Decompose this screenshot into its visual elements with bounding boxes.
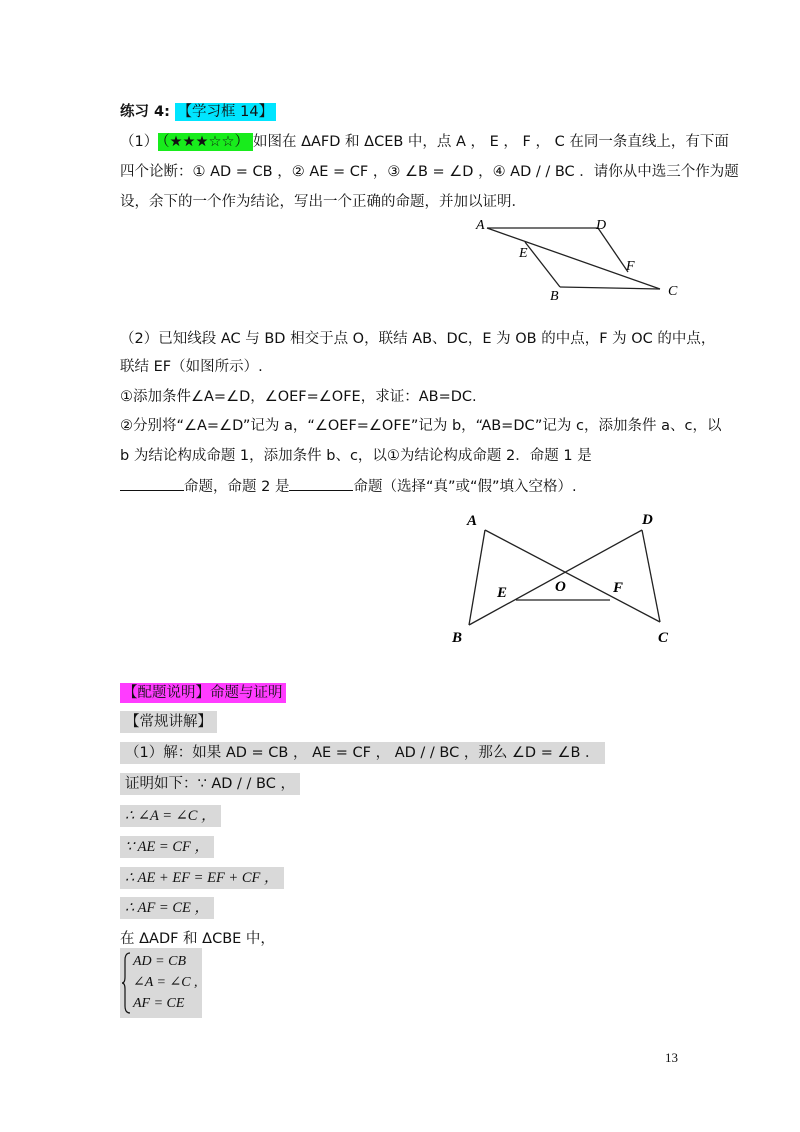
- solution-line-3: [120, 804, 221, 825]
- part1-line1: [120, 127, 729, 157]
- section-heading: [120, 710, 217, 731]
- fig1-label-d: D: [596, 218, 607, 233]
- solution-line-6-text: ∴ AF = CE ，: [120, 897, 214, 919]
- system-eq-3: AF = CE: [133, 996, 185, 1011]
- figure-1: [470, 212, 690, 307]
- part2-line2: 联结 EF（如图所示）.: [120, 359, 263, 375]
- fig2-label-d: D: [642, 512, 653, 528]
- fig2-label-a: A: [467, 513, 478, 529]
- fig2-label-c: C: [658, 630, 669, 646]
- figure-2: [448, 508, 688, 650]
- fig2-label-b: B: [452, 630, 463, 646]
- answer-blank-1[interactable]: [120, 476, 184, 491]
- system-eq-1: AD = CB: [133, 954, 186, 969]
- part2-line6-b: 命题（选择“真”或“假”填入空格）.: [353, 479, 577, 495]
- left-brace-icon: [122, 952, 132, 1014]
- solution-line-1: [120, 741, 605, 762]
- solution-line-6: [120, 896, 214, 917]
- exercise-title: [120, 100, 276, 121]
- solution-line-2: [120, 772, 300, 793]
- study-box-tag: 【学习框 14】: [175, 103, 277, 121]
- part1-line2: 四个论断：① AD = CB ，② AE = CF ，③ ∠B = ∠D ，④ AD / / BC ．请你从中选三个作为题: [120, 164, 739, 180]
- fig1-label-f: F: [626, 259, 635, 274]
- solution-line-3-text: ∴ ∠A = ∠C ，: [120, 805, 221, 827]
- part2-line4: ②分别将“∠A=∠D”记为 a，“∠OEF=∠OFE”记为 b，“AB=DC”记为 c，添加条件 a、c，以: [120, 418, 722, 434]
- fig1-label-e: E: [519, 246, 528, 261]
- solution-line-5: [120, 866, 284, 887]
- part2-line3: ①添加条件∠A=∠D，∠OEF=∠OFE，求证：AB=DC.: [120, 389, 477, 405]
- difficulty-stars: （★★★☆☆）: [158, 133, 253, 151]
- fig2-label-f: F: [613, 580, 624, 596]
- fig1-label-a: A: [476, 218, 485, 233]
- part2-line6-a: 命题，命题 2 是: [184, 479, 290, 495]
- system-eq-2: ∠A = ∠C ,: [133, 975, 198, 990]
- fig2-label-o: O: [555, 579, 566, 595]
- equation-system: [120, 948, 202, 1018]
- section-heading-text: 【常规讲解】: [120, 711, 217, 733]
- part2-line5: b 为结论构成命题 1，添加条件 b、c，以①为结论构成命题 2．命题 1 是: [120, 448, 592, 464]
- fig1-label-c: C: [668, 284, 678, 299]
- topic-tag: [120, 681, 286, 702]
- fig1-label-b: B: [550, 289, 559, 304]
- part1-number: （1）: [120, 134, 159, 150]
- solution-line-4-text: ∵ AE = CF ，: [120, 836, 214, 858]
- solution-line-1-text: （1）解：如果 AD = CB ， AE = CF ， AD / / BC ，那么 ∠D = ∠B ．: [120, 742, 605, 764]
- part2-line6: [120, 472, 577, 502]
- part1-line3: 设，余下的一个作为结论，写出一个正确的命题，并加以证明．: [120, 194, 526, 210]
- answer-blank-2[interactable]: [289, 476, 353, 491]
- solution-line-5-text: ∴ AE + EF = EF + CF ，: [120, 867, 284, 889]
- page-number: 13: [665, 1050, 678, 1065]
- part2-line1: （2）已知线段 AC 与 BD 相交于点 O，联结 AB、DC，E 为 OB 的中点，F 为 OC 的中点，: [120, 331, 716, 347]
- fig2-label-e: E: [497, 585, 508, 601]
- topic-tag-text: 【配题说明】命题与证明: [120, 683, 286, 703]
- part1-line1-text: 如图在 ΔAFD 和 ΔCEB 中，点 A ， E ， F ， C 在同一条直线上，有下面: [252, 134, 729, 150]
- solution-line-7-text: 在 ΔADF 和 ΔCBE 中，: [120, 931, 275, 947]
- solution-line-4: [120, 835, 214, 856]
- solution-line-2-text: 证明如下：∵ AD / / BC ，: [120, 773, 300, 795]
- exercise-label: 练习 4:: [120, 104, 170, 120]
- solution-line-7: [120, 927, 275, 948]
